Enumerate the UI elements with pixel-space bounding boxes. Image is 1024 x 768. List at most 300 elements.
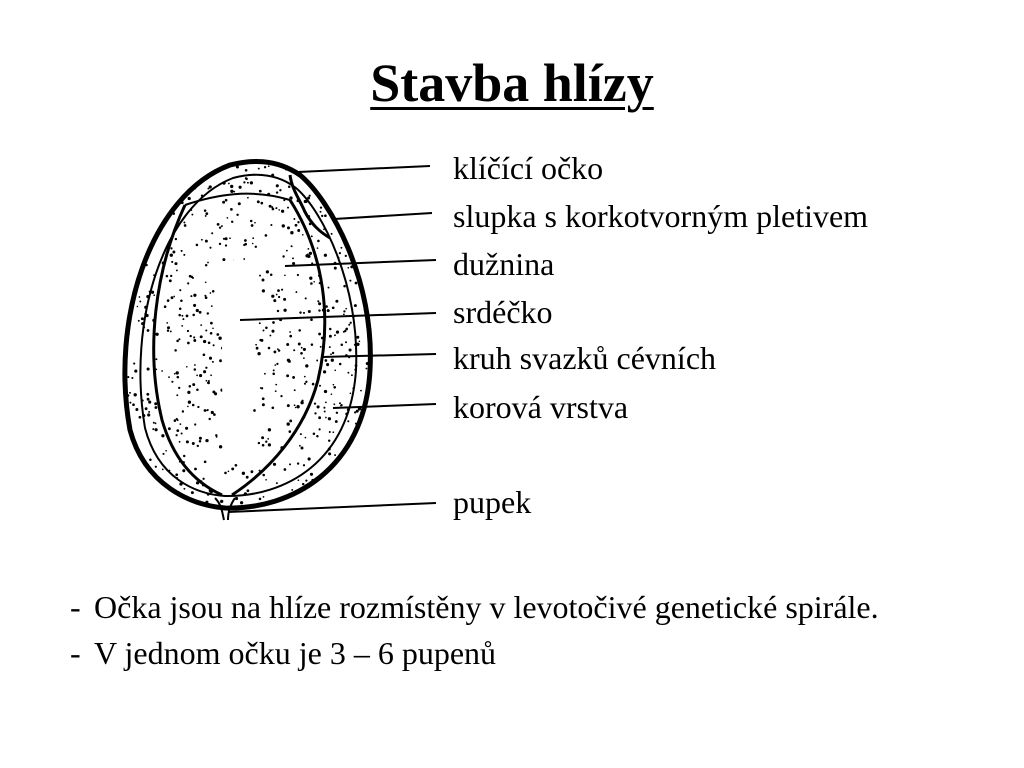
stipple-dot bbox=[345, 255, 347, 257]
stipple-dot bbox=[129, 468, 132, 471]
stipple-dot bbox=[115, 376, 117, 378]
stipple-dot bbox=[374, 161, 376, 163]
stipple-dot bbox=[292, 376, 295, 379]
stipple-dot bbox=[364, 265, 367, 268]
stipple-dot bbox=[369, 463, 372, 466]
stipple-dot bbox=[265, 479, 267, 481]
stipple-dot bbox=[378, 236, 380, 238]
stipple-dot bbox=[119, 507, 121, 509]
stipple-dot bbox=[240, 501, 243, 504]
stipple-dot bbox=[186, 503, 188, 505]
stipple-dot bbox=[265, 327, 268, 330]
stipple-dot bbox=[141, 322, 144, 325]
stipple-dot bbox=[154, 194, 156, 196]
stipple-dot bbox=[332, 306, 335, 309]
stipple-dot bbox=[170, 247, 172, 249]
stipple-dot bbox=[142, 169, 145, 172]
stipple-dot bbox=[268, 165, 270, 167]
stipple-dot bbox=[372, 259, 374, 261]
stipple-dot bbox=[259, 498, 262, 501]
stipple-dot bbox=[190, 335, 192, 337]
stipple-dot bbox=[170, 330, 172, 332]
stipple-dot bbox=[320, 211, 322, 213]
stipple-dot bbox=[365, 440, 367, 442]
stipple-dot bbox=[212, 361, 214, 363]
stipple-dot bbox=[269, 205, 272, 208]
stipple-dot bbox=[271, 174, 274, 177]
stipple-dot bbox=[175, 434, 177, 436]
stipple-dot bbox=[264, 373, 266, 375]
page-title: Stavba hlízy bbox=[370, 53, 654, 113]
stipple-dot bbox=[231, 467, 234, 470]
stipple-dot bbox=[363, 190, 366, 193]
stipple-dot bbox=[350, 322, 352, 324]
stipple-dot bbox=[182, 410, 184, 412]
stipple-dot bbox=[137, 233, 139, 235]
stipple-dot bbox=[235, 464, 238, 467]
stipple-dot bbox=[274, 364, 276, 366]
stipple-dot bbox=[208, 342, 211, 345]
stipple-dot bbox=[341, 343, 344, 346]
stipple-dot bbox=[352, 196, 354, 198]
stipple-dot bbox=[194, 169, 197, 172]
stipple-dot bbox=[308, 248, 310, 250]
stipple-dot bbox=[142, 414, 145, 417]
stipple-dot bbox=[139, 491, 141, 493]
stipple-dot bbox=[309, 195, 311, 197]
stipple-dot bbox=[343, 285, 346, 288]
stipple-dot bbox=[193, 336, 195, 338]
stipple-dot bbox=[178, 177, 180, 179]
stipple-dot bbox=[147, 413, 150, 416]
stipple-dot bbox=[300, 433, 302, 435]
stipple-dot bbox=[144, 313, 147, 316]
stipple-dot bbox=[332, 352, 334, 354]
stipple-dot bbox=[136, 216, 138, 218]
stipple-dot bbox=[128, 264, 130, 266]
stipple-dot bbox=[298, 479, 300, 481]
stipple-dot bbox=[340, 247, 342, 249]
stipple-dot bbox=[137, 166, 140, 169]
stipple-dot bbox=[354, 369, 356, 371]
stipple-dot bbox=[114, 329, 116, 331]
stipple-dot bbox=[207, 493, 210, 496]
leader-line-slupka bbox=[334, 213, 432, 219]
stipple-dot bbox=[174, 490, 176, 492]
stipple-dot bbox=[204, 209, 207, 212]
stipple-dot bbox=[334, 267, 337, 270]
stipple-dot bbox=[303, 357, 305, 359]
label-duznina: dužnina bbox=[453, 246, 555, 282]
stipple-dot bbox=[294, 404, 296, 406]
stipple-dot bbox=[181, 250, 183, 252]
stipple-dot bbox=[165, 185, 168, 188]
stipple-dot bbox=[355, 364, 358, 367]
stipple-dot bbox=[210, 322, 213, 325]
stipple-dot bbox=[127, 288, 129, 290]
leader-line-klicici-ocko bbox=[298, 166, 430, 172]
stipple-dot bbox=[377, 455, 380, 458]
stipple-dot bbox=[317, 405, 320, 408]
stipple-dot bbox=[203, 370, 206, 373]
stipple-dot bbox=[324, 177, 326, 179]
stipple-dot bbox=[216, 333, 219, 336]
stipple-dot bbox=[334, 369, 336, 371]
stipple-dot bbox=[320, 346, 322, 348]
stipple-dot bbox=[271, 506, 273, 508]
stipple-dot bbox=[168, 163, 171, 166]
stipple-dot bbox=[368, 213, 370, 215]
stipple-dot bbox=[282, 224, 285, 227]
stipple-dot bbox=[301, 400, 303, 402]
stipple-dot bbox=[123, 325, 125, 327]
stipple-dot bbox=[314, 412, 316, 414]
stipple-dot bbox=[149, 200, 152, 203]
stipple-dot bbox=[329, 335, 332, 338]
stipple-dot bbox=[371, 309, 374, 312]
stipple-dot bbox=[272, 373, 275, 376]
stipple-dot bbox=[291, 245, 293, 247]
stipple-dot bbox=[303, 464, 305, 466]
stipple-dot bbox=[205, 281, 207, 283]
stipple-dot bbox=[295, 291, 297, 293]
stipple-dot bbox=[312, 383, 315, 386]
stipple-dot bbox=[181, 432, 183, 434]
stipple-dot bbox=[230, 208, 233, 211]
stipple-dot bbox=[164, 305, 167, 308]
stipple-dot bbox=[131, 446, 133, 448]
stipple-dot bbox=[366, 442, 368, 444]
stipple-dot bbox=[282, 255, 284, 257]
stipple-dot bbox=[170, 254, 173, 257]
stipple-dot bbox=[199, 169, 202, 172]
stipple-dot bbox=[115, 424, 118, 427]
stipple-dot bbox=[137, 266, 139, 268]
stipple-dot bbox=[183, 455, 185, 457]
stipple-dot bbox=[322, 175, 324, 177]
stipple-dot bbox=[301, 347, 303, 349]
stipple-dot bbox=[340, 159, 343, 162]
stipple-dot bbox=[192, 442, 195, 445]
stipple-dot bbox=[288, 162, 290, 164]
stipple-dot bbox=[212, 327, 214, 329]
stipple-dot bbox=[187, 342, 190, 345]
stipple-dot bbox=[134, 370, 137, 373]
stipple-dot bbox=[297, 221, 299, 223]
stipple-dot bbox=[275, 207, 277, 209]
stipple-dot bbox=[302, 234, 304, 236]
stipple-dot bbox=[292, 505, 295, 508]
stipple-dot bbox=[219, 227, 221, 229]
stipple-dot bbox=[239, 186, 242, 189]
stipple-dot bbox=[172, 251, 175, 254]
stipple-dot bbox=[133, 216, 135, 218]
stipple-dot bbox=[225, 199, 228, 202]
stipple-dot bbox=[122, 450, 125, 453]
stipple-dot bbox=[152, 428, 154, 430]
stipple-dot bbox=[180, 299, 183, 302]
stipple-dot bbox=[369, 257, 371, 259]
stipple-dot bbox=[181, 315, 183, 317]
stipple-dot bbox=[200, 324, 202, 326]
stipple-dot bbox=[183, 488, 185, 490]
stipple-dot bbox=[129, 466, 132, 469]
stipple-dot bbox=[293, 349, 295, 351]
stipple-dot bbox=[330, 353, 332, 355]
stipple-dot bbox=[179, 441, 181, 443]
stipple-dot bbox=[194, 364, 196, 366]
stipple-dot bbox=[255, 344, 257, 346]
stipple-dot bbox=[122, 198, 125, 201]
stipple-dot bbox=[304, 383, 306, 385]
stipple-dot bbox=[193, 304, 196, 307]
stipple-dot bbox=[207, 262, 209, 264]
stipple-dot bbox=[199, 440, 202, 443]
stipple-dot bbox=[149, 459, 152, 462]
stipple-dot bbox=[286, 250, 288, 252]
stipple-dot bbox=[276, 184, 279, 187]
stipple-dot bbox=[132, 254, 134, 256]
stipple-dot bbox=[221, 225, 223, 227]
stipple-dot bbox=[350, 392, 352, 394]
stipple-dot bbox=[259, 322, 261, 324]
stipple-dot bbox=[253, 174, 255, 176]
stipple-dot bbox=[145, 219, 148, 222]
stipple-dot bbox=[177, 376, 180, 379]
stipple-dot bbox=[308, 310, 311, 313]
stipple-dot bbox=[280, 395, 282, 397]
stipple-dot bbox=[168, 470, 170, 472]
stipple-dot bbox=[299, 311, 301, 313]
stipple-dot bbox=[366, 470, 369, 473]
stipple-dot bbox=[309, 501, 311, 503]
stipple-dot bbox=[359, 340, 361, 342]
stipple-dot bbox=[141, 317, 144, 320]
stipple-dot bbox=[150, 215, 153, 218]
stipple-dot bbox=[134, 393, 137, 396]
stipple-dot bbox=[339, 252, 341, 254]
stipple-dot bbox=[287, 207, 289, 209]
stipple-dot bbox=[292, 262, 295, 265]
stipple-dot bbox=[142, 468, 144, 470]
stipple-dot bbox=[164, 199, 166, 201]
stipple-dot bbox=[130, 198, 133, 201]
stipple-dot bbox=[196, 388, 199, 391]
stipple-dot bbox=[305, 297, 307, 299]
stipple-dot bbox=[184, 224, 187, 227]
stipple-dot bbox=[376, 164, 378, 166]
stipple-dot bbox=[329, 346, 331, 348]
stipple-dot bbox=[168, 161, 171, 164]
stipple-dot bbox=[205, 264, 207, 266]
stipple-dot bbox=[346, 200, 349, 203]
stipple-dot bbox=[376, 331, 378, 333]
stipple-dot bbox=[127, 160, 129, 162]
stipple-dot bbox=[318, 416, 321, 419]
stipple-dot bbox=[316, 435, 318, 437]
stipple-dot bbox=[304, 376, 306, 378]
stipple-dot bbox=[286, 343, 289, 346]
stipple-dot bbox=[192, 314, 195, 317]
stipple-dot bbox=[131, 202, 134, 205]
stipple-dot bbox=[272, 208, 275, 211]
stipple-dot bbox=[378, 311, 381, 314]
stipple-dot bbox=[373, 384, 375, 386]
stipple-dot bbox=[196, 244, 199, 247]
stipple-dot bbox=[270, 224, 272, 226]
stipple-dot bbox=[307, 197, 310, 200]
stipple-dot bbox=[176, 429, 179, 432]
stipple-dot bbox=[297, 274, 299, 276]
stipple-dot bbox=[223, 238, 225, 240]
stipple-dot bbox=[289, 331, 291, 333]
stipple-dot bbox=[262, 403, 265, 406]
stipple-dot bbox=[116, 285, 119, 288]
stipple-dot bbox=[366, 362, 369, 365]
stipple-dot bbox=[307, 253, 309, 255]
stipple-dot bbox=[275, 384, 277, 386]
stipple-dot bbox=[372, 182, 374, 184]
stipple-dot bbox=[344, 459, 346, 461]
stipple-dot bbox=[367, 273, 369, 275]
stipple-dot bbox=[377, 390, 379, 392]
stipple-dot bbox=[148, 411, 150, 413]
stipple-dot bbox=[173, 503, 175, 505]
stipple-dot bbox=[178, 387, 180, 389]
stipple-dot bbox=[114, 316, 117, 319]
stipple-dot bbox=[289, 463, 291, 465]
stipple-dot bbox=[154, 406, 157, 409]
stipple-dot bbox=[167, 299, 170, 302]
label-srdecko: srdéčko bbox=[453, 294, 553, 330]
stipple-dot bbox=[276, 363, 278, 365]
stipple-dot bbox=[347, 372, 349, 374]
stipple-dot bbox=[328, 439, 330, 441]
stipple-dot bbox=[174, 419, 177, 422]
stipple-dot bbox=[161, 434, 164, 437]
stipple-dot bbox=[255, 246, 257, 248]
stipple-dot bbox=[191, 209, 193, 211]
stipple-dot bbox=[305, 364, 308, 367]
stipple-dot bbox=[305, 479, 307, 481]
stipple-dot bbox=[289, 430, 292, 433]
stipple-dot bbox=[219, 445, 222, 448]
stipple-dot bbox=[273, 463, 276, 466]
stipple-dot bbox=[243, 258, 245, 260]
stipple-dot bbox=[211, 411, 214, 414]
stipple-dot bbox=[188, 175, 191, 178]
stipple-dot bbox=[193, 294, 196, 297]
stipple-dot bbox=[354, 207, 356, 209]
stipple-dot bbox=[318, 240, 320, 242]
stipple-dot bbox=[243, 244, 245, 246]
stipple-dot bbox=[287, 359, 290, 362]
stipple-dot bbox=[262, 279, 265, 282]
stipple-dot bbox=[352, 481, 354, 483]
stipple-dot bbox=[176, 418, 178, 420]
stipple-dot bbox=[122, 465, 125, 468]
stipple-dot bbox=[345, 341, 347, 343]
stipple-dot bbox=[273, 369, 275, 371]
stipple-dot bbox=[281, 289, 283, 291]
stipple-dot bbox=[114, 269, 116, 271]
stipple-dot bbox=[202, 478, 204, 480]
stipple-dot bbox=[341, 404, 343, 406]
stipple-dot bbox=[373, 221, 375, 223]
stipple-dot bbox=[322, 479, 325, 482]
stipple-dot bbox=[321, 500, 324, 503]
stipple-dot bbox=[138, 266, 140, 268]
stipple-dot bbox=[250, 220, 253, 223]
stipple-dot bbox=[175, 238, 177, 240]
stipple-dot bbox=[245, 169, 248, 172]
stipple-dot bbox=[268, 347, 271, 350]
stipple-dot bbox=[179, 289, 181, 291]
stipple-dot bbox=[154, 402, 157, 405]
stipple-dot bbox=[129, 229, 131, 231]
stipple-dot bbox=[178, 338, 180, 340]
stipple-dot bbox=[323, 228, 325, 230]
stipple-dot bbox=[356, 343, 359, 346]
stipple-dot bbox=[199, 311, 202, 314]
stipple-dot bbox=[259, 275, 261, 277]
stipple-dot bbox=[342, 489, 344, 491]
stipple-dot bbox=[265, 234, 268, 237]
stipple-dot bbox=[202, 169, 204, 171]
stipple-dot bbox=[210, 374, 212, 376]
stipple-dot bbox=[344, 330, 346, 332]
stipple-dot bbox=[286, 374, 289, 377]
stipple-dot bbox=[320, 206, 322, 208]
stipple-dot bbox=[219, 243, 221, 245]
stipple-dot bbox=[207, 409, 209, 411]
stipple-dot bbox=[317, 247, 319, 249]
stipple-dot bbox=[343, 314, 345, 316]
stipple-dot bbox=[123, 502, 126, 505]
stipple-dot bbox=[225, 244, 227, 246]
stipple-dot bbox=[154, 482, 156, 484]
stipple-dot bbox=[278, 296, 280, 298]
stipple-dot bbox=[191, 214, 193, 216]
stipple-dot bbox=[292, 257, 294, 259]
stipple-dot bbox=[138, 320, 140, 322]
stipple-dot bbox=[120, 272, 122, 274]
stipple-dot bbox=[217, 223, 220, 226]
stipple-dot bbox=[186, 366, 188, 368]
stipple-dot bbox=[199, 437, 202, 440]
stipple-dot bbox=[178, 491, 180, 493]
stipple-dot bbox=[118, 262, 121, 265]
stipple-dot bbox=[162, 490, 165, 493]
stipple-dot bbox=[335, 300, 338, 303]
stipple-dot bbox=[370, 483, 373, 486]
stipple-dot bbox=[127, 394, 130, 397]
stipple-dot bbox=[295, 407, 297, 409]
stipple-dot bbox=[370, 246, 373, 249]
stipple-dot bbox=[357, 188, 360, 191]
stipple-dot bbox=[176, 340, 179, 343]
stipple-dot bbox=[325, 417, 327, 419]
stipple-dot bbox=[187, 282, 189, 284]
stipple-dot bbox=[325, 402, 327, 404]
stipple-dot bbox=[139, 191, 141, 193]
stipple-dot bbox=[376, 199, 378, 201]
stipple-dot bbox=[205, 296, 208, 299]
stipple-dot bbox=[117, 420, 119, 422]
stipple-dot bbox=[287, 422, 290, 425]
stipple-dot bbox=[289, 335, 292, 338]
stipple-dot bbox=[309, 252, 312, 255]
